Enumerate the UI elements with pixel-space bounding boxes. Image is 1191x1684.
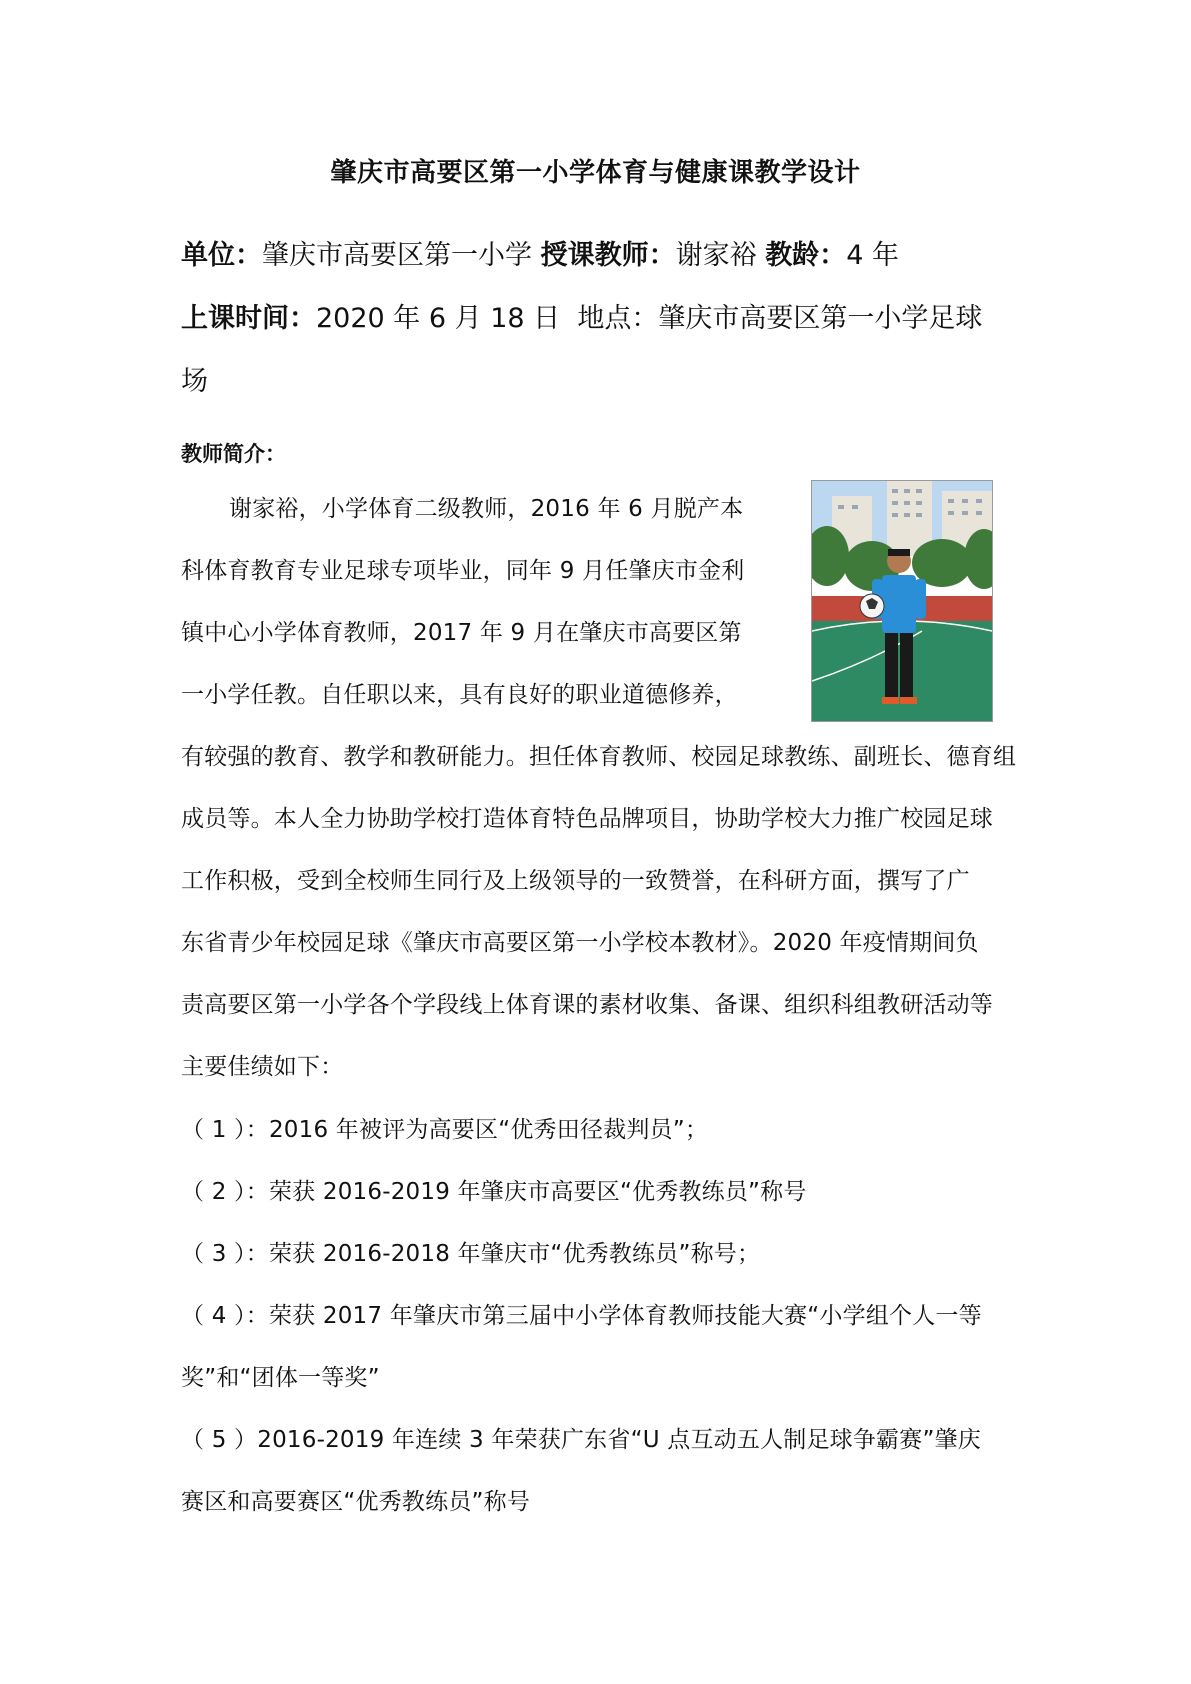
meta-line-time <box>181 296 982 335</box>
intro-line: 工作积极，受到全校师生同行及上级领导的一致赞誉，在科研方面，撰写了广 <box>181 868 970 894</box>
achievement-item: （ 4 ）：荣获 2017 年肇庆市第三届中小学体育教师技能大赛“小学组个人一等 <box>181 1303 982 1329</box>
teacher-photo-illustration <box>812 481 992 721</box>
unit-label: 单位： <box>181 240 262 271</box>
age-label: 教龄： <box>765 240 847 271</box>
intro-line: 成员等。本人全力协助学校打造体育特色品牌项目，协助学校大力推广校园足球 <box>181 806 993 832</box>
teacher-value: 谢家裕 <box>675 240 757 271</box>
intro-line: 一小学任教。自任职以来，具有良好的职业道德修养， <box>181 682 738 708</box>
achievement-item: （ 5 ）2016-2019 年连续 3 年荣获广东省“U 点互动五人制足球争霸赛”肇庆 <box>181 1427 981 1453</box>
meta-line-place-cont <box>181 359 208 398</box>
intro-line: 责高要区第一小学各个学段线上体育课的素材收集、备课、组织科组教研活动等 <box>181 992 993 1018</box>
age-value: 4 年 <box>846 240 899 271</box>
teacher-label: 授课教师： <box>540 240 676 271</box>
intro-line: 谢家裕，小学体育二级教师，2016 年 6 月脱产本 <box>229 496 744 522</box>
intro-line: 科体育教育专业足球专项毕业，同年 9 月任肇庆市金利 <box>181 558 745 584</box>
place-value: 肇庆市高要区第一小学足球 <box>658 303 983 334</box>
time-label: 上课时间： <box>181 303 316 334</box>
unit-value: 肇庆市高要区第一小学 <box>262 240 532 271</box>
achievement-item: （ 1 ）：2016 年被评为高要区“优秀田径裁判员”； <box>181 1117 709 1143</box>
time-value: 2020 年 6 月 18 日 <box>316 303 561 334</box>
intro-line: 镇中心小学体育教师，2017 年 9 月在肇庆市高要区第 <box>181 620 742 646</box>
achievement-item: 赛区和高要赛区“优秀教练员”称号 <box>181 1489 531 1515</box>
achievement-item: （ 3 ）：荣获 2016-2018 年肇庆市“优秀教练员”称号； <box>181 1241 761 1267</box>
place-label: 地点： <box>577 303 659 334</box>
achievement-item: 奖”和“团体一等奖” <box>181 1365 380 1391</box>
intro-line: 主要佳绩如下： <box>181 1054 344 1080</box>
intro-line: 东省青少年校园足球《肇庆市高要区第一小学校本教材》。2020 年疫情期间负 <box>181 930 979 956</box>
achievement-item: （ 2 ）：荣获 2016-2019 年肇庆市高要区“优秀教练员”称号 <box>181 1179 807 1205</box>
intro-line: 有较强的教育、教学和教研能力。担任体育教师、校园足球教练、副班长、德育组 <box>181 744 1017 770</box>
meta-line-unit <box>181 233 899 272</box>
document-title: 肇庆市高要区第一小学体育与健康课教学设计 <box>330 158 861 188</box>
place-value-cont: 场 <box>181 366 208 397</box>
teacher-photo <box>811 480 993 722</box>
intro-heading: 教师简介： <box>181 442 286 466</box>
